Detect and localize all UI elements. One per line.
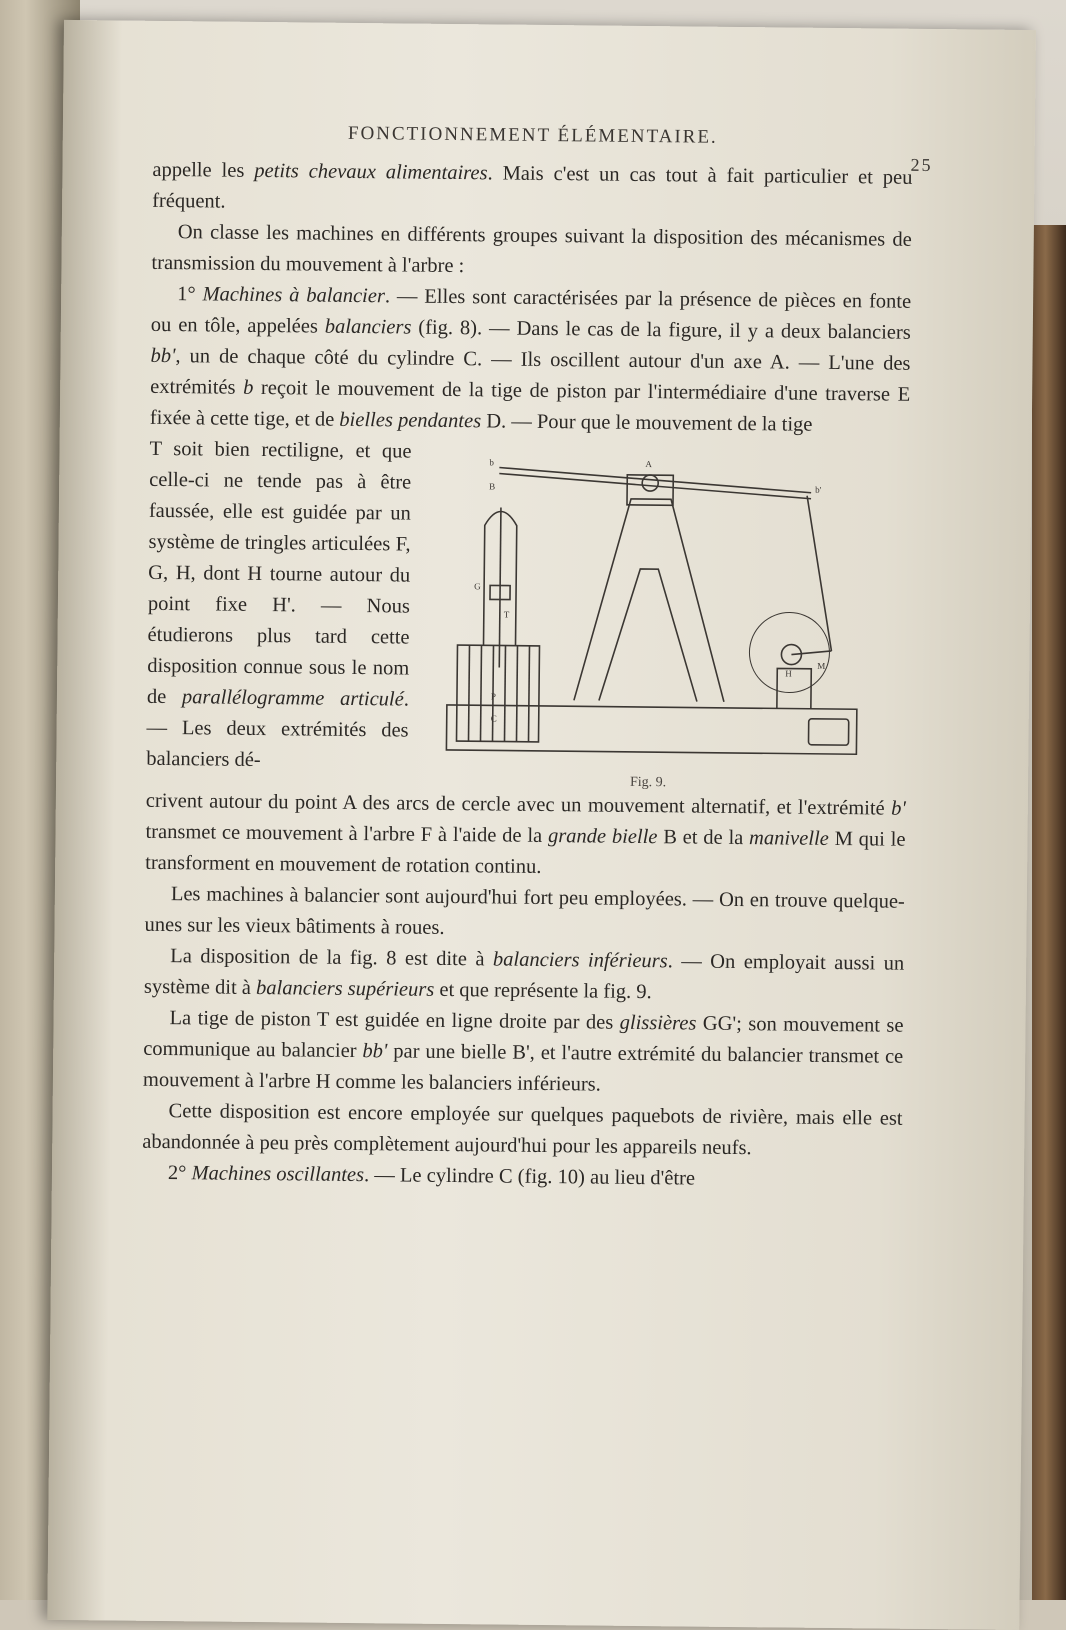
paragraph-7 xyxy=(143,1003,904,1104)
italic-run: bielles pendantes xyxy=(339,408,482,433)
paragraph-6 xyxy=(144,941,905,1011)
text-run: . — Le cylindre C (fig. 10) au lieu d'être xyxy=(363,1164,696,1190)
label-b-prime: b' xyxy=(815,484,822,495)
text-run: appelle les xyxy=(152,158,255,182)
text-run: . — Elles sont caractérisées par la présence de pièces en fonte ou en tôle, appelées xyxy=(150,285,912,338)
figure-9 xyxy=(438,437,862,793)
italic-run: bb' xyxy=(150,344,176,368)
text-run: 1° xyxy=(177,283,203,306)
paragraph-2: On classe les machines en différents groupes suivant la disposition des mécanismes de transmission du mouvement à l'arbre : xyxy=(151,221,912,278)
italic-run: balanciers xyxy=(324,315,412,339)
base-plate xyxy=(446,705,856,754)
text-run: crivent autour du point A des arcs de cercle avec un mouvement alternatif, et l'extrémité xyxy=(145,789,892,820)
text-run: 2° xyxy=(167,1162,192,1185)
text-run: (fig. 8). — Dans le cas de la figure, il y a deux balanciers xyxy=(411,316,911,344)
a-frame xyxy=(574,498,726,702)
paragraph-wrapped xyxy=(146,434,412,778)
page-content xyxy=(142,121,933,1197)
page-number: 25 xyxy=(910,154,933,176)
paragraph-1 xyxy=(152,155,913,225)
text-run: . — On employait aussi un système dit à xyxy=(143,950,905,999)
base-recess xyxy=(808,719,848,745)
italic-run: b' xyxy=(891,797,906,820)
label-G: G xyxy=(474,581,481,592)
text-run: et que représente la fig. 9. xyxy=(434,978,652,1004)
label-A: A xyxy=(645,459,652,470)
label-B: B xyxy=(489,481,496,492)
italic-run: Machines à balancier xyxy=(202,283,385,308)
label-C: C xyxy=(490,713,497,724)
beam-engine-illustration xyxy=(438,437,861,771)
paragraph-3 xyxy=(150,279,912,442)
italic-run: parallélogramme articulé xyxy=(181,686,404,711)
label-b: b xyxy=(489,457,494,468)
text-run: D. — Pour que le mouvement de la tige xyxy=(481,410,813,436)
italic-run: manivelle xyxy=(749,827,829,850)
figure-wrap-block xyxy=(146,434,910,794)
connecting-rod xyxy=(805,496,833,651)
text-run: La disposition de la fig. 8 est dite à xyxy=(170,945,494,971)
italic-run: glissières xyxy=(619,1011,697,1035)
italic-run: petits chevaux alimentaires xyxy=(254,159,488,185)
figure-caption: Fig. 9. xyxy=(629,774,667,791)
italic-run: grande bielle xyxy=(547,825,658,849)
italic-run: bb' xyxy=(362,1040,388,1063)
label-M: M xyxy=(817,660,826,671)
text-run: M qui le transforment en mouvement de rotation continu. xyxy=(145,827,906,878)
label-T: T xyxy=(503,609,510,620)
paragraph-9 xyxy=(142,1158,902,1197)
running-head-text: FONCTIONNEMENT ÉLÉMENTAIRE. xyxy=(347,122,718,148)
text-run: transmet ce mouvement à l'arbre F à l'aide de la xyxy=(145,820,549,848)
text-run: T soit bien rectiligne, et que celle-ci ne tende pas à être faussée, elle est guidée par un système de tringles articulées F, G, H, dont H tourne autour du point fixe H'. — Nous étudierons plus tard cette disposition connue sous le nom de xyxy=(146,437,412,709)
crank xyxy=(791,651,831,655)
label-P: P xyxy=(490,691,497,702)
paragraph-8: Cette disposition est encore employée sur quelques paquebots de rivière, mais elle est abandonnée à peu près complètement aujourd'hui pour les appareils neufs. xyxy=(142,1100,903,1160)
text-run: par une bielle B', et l'autre extrémité du balancier transmet ce mouvement à l'arbre H comme les balanciers inférieurs. xyxy=(142,1040,904,1096)
italic-run: b xyxy=(243,376,254,399)
italic-run: Machines oscillantes xyxy=(191,1162,365,1187)
book-page xyxy=(47,20,1036,1630)
label-H: H xyxy=(785,668,792,679)
text-run: . Mais c'est un cas tout à fait particulier et peu fréquent. xyxy=(152,162,913,213)
text-run: B et de la xyxy=(657,826,750,850)
italic-run: balanciers inférieurs xyxy=(492,948,668,973)
text-run: La tige de piston T est guidée en ligne droite par des xyxy=(169,1007,620,1034)
text-run: . — Les deux extrémités des balanciers dé- xyxy=(146,688,410,772)
text-run: , un de chaque côté du cylindre C. — Ils oscillent autour d'un axe A. — L'une des extrémités xyxy=(150,345,911,399)
book-cover-edge xyxy=(1032,225,1066,1600)
paragraph-5: Les machines à balancier sont aujourd'hui fort peu employées. — On en trouve quelque-unes sur les vieux bâtiments à roues. xyxy=(144,883,905,939)
text-run: reçoit le mouvement de la tige de piston par l'intermédiaire d'une traverse E fixée à cette tige, et de xyxy=(149,376,911,431)
text-run: GG'; son mouvement se communique au balancier xyxy=(143,1012,904,1063)
paragraph-4 xyxy=(145,786,906,887)
italic-run: balanciers supérieurs xyxy=(255,976,435,1001)
